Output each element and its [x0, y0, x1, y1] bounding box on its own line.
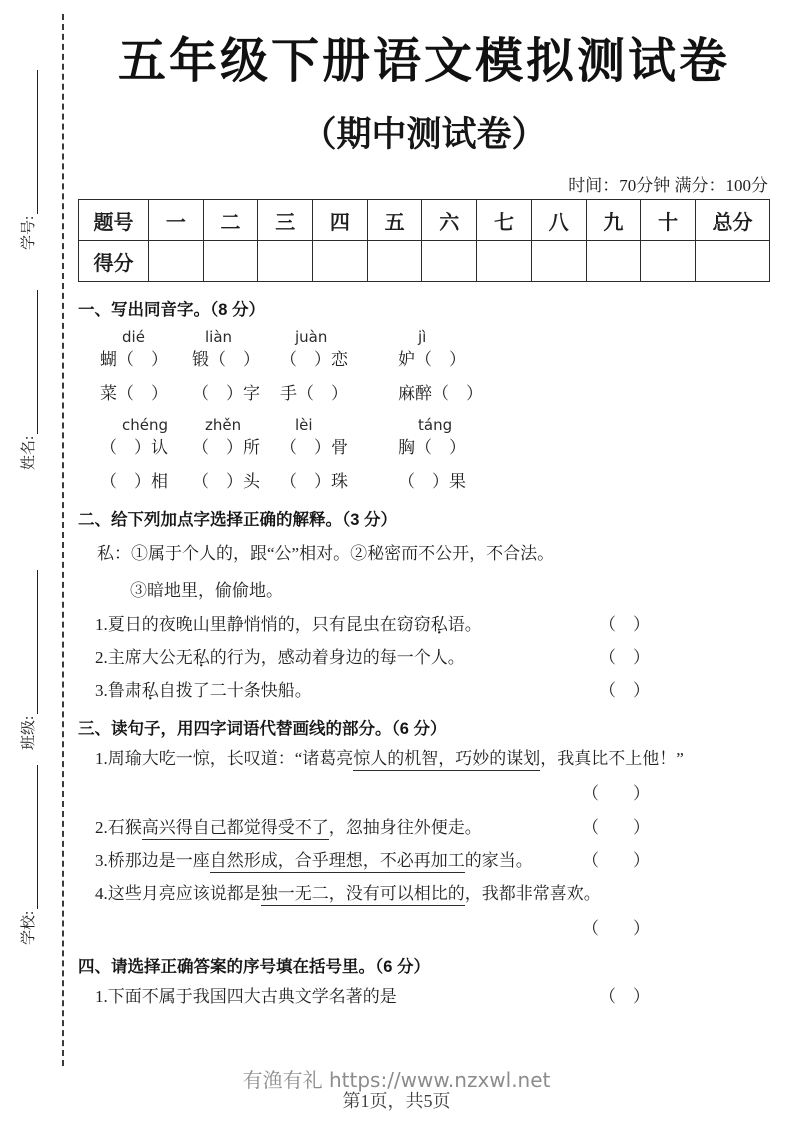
score-table [78, 199, 770, 282]
score-header-cell: 七 [477, 200, 532, 241]
pinyin-label: lèi [295, 416, 313, 434]
pinyin-row [100, 329, 770, 346]
score-header-cell: 四 [313, 200, 368, 241]
score-header-cell: 题号 [79, 200, 149, 241]
margin-field-class [12, 570, 38, 750]
question-text: 2.主席大公无私的行为，感动着身边的每一个人。 [95, 648, 465, 667]
score-header-cell: 三 [258, 200, 313, 241]
question-text: 1.夏日的夜晚山里静悄悄的，只有昆虫在窃窃私语。 [95, 615, 482, 634]
answer-blank: （ ） [209, 350, 260, 369]
name-blank-line [37, 290, 38, 434]
section4-heading: 四、请选择正确答案的序号填在括号里。（6 分） [78, 958, 431, 976]
answer-bracket: （ ） [599, 681, 650, 700]
pinyin-label: táng [418, 416, 453, 434]
definition-line: 私：①属于个人的，跟“公”相对。②秘密而不公开，不合法。 [97, 544, 555, 563]
homophone-item: （ ）恋 [280, 350, 348, 369]
emphasis-dotted-char: 私 [430, 615, 448, 634]
pinyin-label: liàn [205, 328, 233, 346]
answer-blank: （ ） [100, 438, 151, 457]
pinyin-label: zhěn [205, 416, 242, 434]
answer-blank: （ ） [192, 384, 243, 403]
homophone-item: （ ）认 [100, 438, 168, 457]
answer-bracket: （ ） [582, 818, 650, 837]
underlined-phrase: 高兴得自己都觉得受不了 [142, 818, 329, 840]
paper-title: 五年级下册语文模拟测试卷 [117, 35, 730, 88]
score-cell-empty [586, 241, 641, 282]
pinyin-label: juàn [295, 328, 328, 346]
answer-bracket: （ ） [599, 987, 650, 1006]
answer-bracket: （ ） [582, 919, 650, 938]
homophone-item-row [100, 437, 770, 458]
answer-blank: （ ） [415, 438, 466, 457]
score-cell-empty [367, 241, 422, 282]
score-table-header-row [79, 200, 770, 241]
score-header-cell: 十 [641, 200, 696, 241]
underlined-phrase: 自然形成，合乎理想，不必再加工 [210, 851, 465, 873]
homophone-item: （ ）骨 [280, 438, 348, 457]
score-row-label: 得分 [79, 241, 149, 282]
question-text: 1.周瑜大吃一惊，长叹道：“诸葛亮惊人的机智，巧妙的谋划，我真比不上他！” [95, 748, 684, 769]
answer-bracket: （ ） [582, 784, 650, 803]
homophone-item-row [100, 383, 770, 404]
score-header-cell: 一 [149, 200, 204, 241]
homophone-item-row [100, 349, 770, 370]
emphasis-dotted-char: 私 [192, 648, 210, 667]
question-text: 2.石猴高兴得自己都觉得受不了，忽抽身往外便走。 [95, 817, 482, 838]
homophone-item: 妒（ ） [398, 350, 466, 369]
underlined-phrase: 独一无二，没有可以相比的 [261, 884, 465, 906]
emphasis-dotted-char: 私 [141, 681, 159, 700]
homophone-item: （ ）果 [398, 472, 466, 491]
question-line [95, 748, 770, 769]
question-line [95, 850, 770, 871]
score-cell-empty [422, 241, 477, 282]
score-header-cell: 五 [367, 200, 422, 241]
margin-field-school [12, 765, 38, 945]
name-label: 姓名: [21, 435, 37, 470]
student-id-blank-line [37, 70, 38, 214]
underlined-phrase: 惊人的机智，巧妙的谋划 [353, 749, 540, 771]
question-text: 1.下面不属于我国四大古典文学名著的是 [95, 987, 397, 1006]
score-header-cell: 九 [586, 200, 641, 241]
homophone-item: （ ）所 [192, 438, 260, 457]
section1-heading: 一、写出同音字。（8 分） [78, 301, 266, 319]
pinyin-label: chéng [122, 416, 169, 434]
answer-bracket: （ ） [599, 615, 650, 634]
score-header-cell: 二 [203, 200, 258, 241]
paper-subtitle: （期中测试卷） [301, 115, 547, 154]
question-text: 3.桥那边是一座自然形成，合乎理想，不必再加工的家当。 [95, 850, 533, 871]
score-cell-empty [313, 241, 368, 282]
answer-blank: （ ） [192, 472, 243, 491]
score-header-cell: 八 [531, 200, 586, 241]
question-text: 4.这些月亮应该说都是独一无二，没有可以相比的，我都非常喜欢。 [95, 883, 601, 904]
answer-bracket-line [95, 783, 770, 804]
score-table-score-row [79, 241, 770, 282]
question-line [95, 883, 770, 904]
class-label: 班级: [21, 715, 37, 750]
homophone-item-row [100, 471, 770, 492]
page-number: 第1页，共5页 [342, 1091, 451, 1111]
site-watermark: 有渔有礼 https://www.nzxwl.net [242, 1068, 551, 1092]
answer-blank: （ ） [398, 472, 449, 491]
answer-blank: （ ） [280, 350, 331, 369]
question-line [95, 614, 770, 635]
question-line [95, 680, 770, 701]
homophone-item: 菜（ ） [100, 384, 168, 403]
score-cell-empty [641, 241, 696, 282]
answer-blank: （ ） [415, 350, 466, 369]
homophone-item: （ ）字 [192, 384, 260, 403]
answer-bracket: （ ） [582, 851, 650, 870]
pinyin-label: dié [122, 328, 145, 346]
answer-blank: （ ） [117, 384, 168, 403]
margin-field-student-id [12, 70, 38, 250]
pinyin-row [100, 417, 770, 434]
score-cell-empty [477, 241, 532, 282]
homophone-item: （ ）珠 [280, 472, 348, 491]
score-cell-empty [203, 241, 258, 282]
score-header-cell: 总分 [696, 200, 770, 241]
score-cell-empty [149, 241, 204, 282]
question-text: 3.鲁肃私自拨了二十条快船。 [95, 681, 312, 700]
score-cell-empty [696, 241, 770, 282]
definition-line: ③暗地里，偷偷地。 [130, 581, 283, 600]
answer-blank: （ ） [280, 438, 331, 457]
paper-content [78, 0, 770, 1019]
answer-blank: （ ） [192, 438, 243, 457]
homophone-item: （ ）头 [192, 472, 260, 491]
student-id-label: 学号: [21, 215, 37, 250]
answer-blank: （ ） [117, 350, 168, 369]
section1-body [100, 329, 770, 492]
question-line [95, 647, 770, 668]
homophone-item: 麻醉（ ） [398, 384, 483, 403]
answer-bracket-line [95, 918, 770, 939]
homophone-item: 蝴（ ） [100, 350, 168, 369]
score-cell-empty [531, 241, 586, 282]
answer-bracket: （ ） [599, 648, 650, 667]
section3-heading: 三、读句子，用四字词语代替画线的部分。（6 分） [78, 720, 447, 738]
binding-dashed-line [62, 14, 64, 1066]
homophone-item: 手（ ） [280, 384, 348, 403]
homophone-item: （ ）相 [100, 472, 168, 491]
score-cell-empty [258, 241, 313, 282]
pinyin-label: jì [418, 328, 427, 346]
class-blank-line [37, 570, 38, 714]
question-line [95, 817, 770, 838]
score-header-cell: 六 [422, 200, 477, 241]
school-label: 学校: [21, 910, 37, 945]
school-blank-line [37, 765, 38, 909]
answer-blank: （ ） [297, 384, 348, 403]
homophone-item: 锻（ ） [192, 350, 260, 369]
question-line [95, 986, 770, 1007]
homophone-item: 胸（ ） [398, 438, 466, 457]
exam-meta: 时间：70分钟 满分：100分 [568, 176, 768, 195]
margin-field-name [12, 290, 38, 470]
answer-blank: （ ） [280, 472, 331, 491]
answer-blank: （ ） [432, 384, 483, 403]
section2-heading: 二、给下列加点字选择正确的解释。（3 分） [78, 511, 398, 529]
answer-blank: （ ） [100, 472, 151, 491]
